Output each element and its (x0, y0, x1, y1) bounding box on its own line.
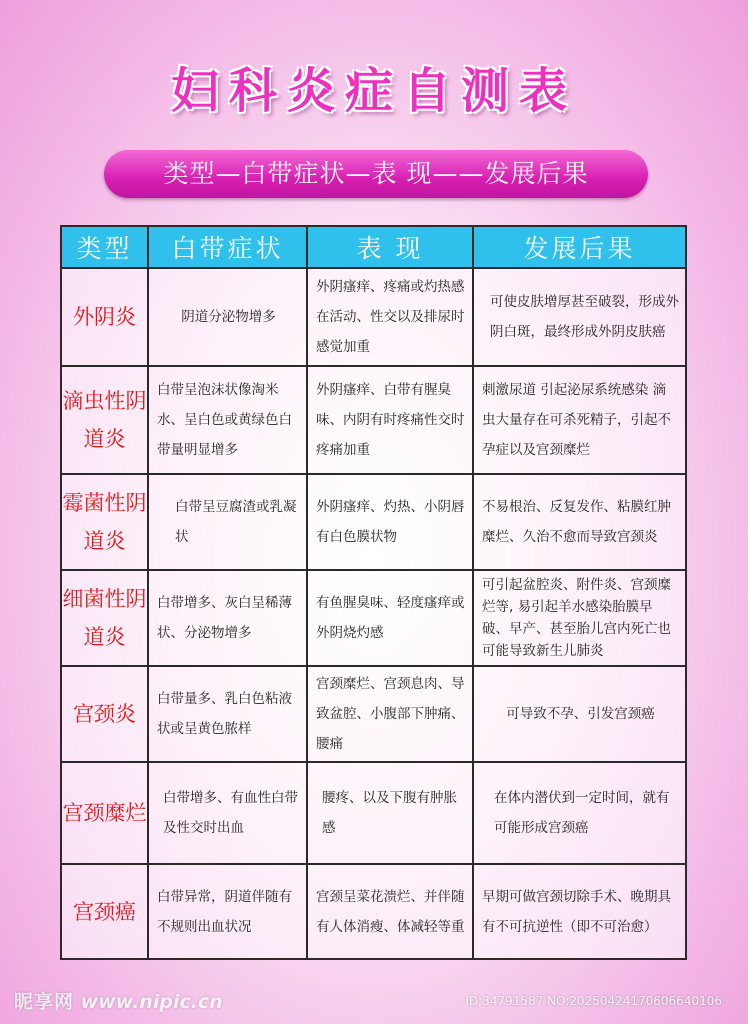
table-row (61, 666, 686, 762)
table-header-row (61, 226, 686, 268)
table-row (61, 268, 686, 366)
row-symptom: 白带呈泡沫状像淘米水、呈白色或黄绿色白带量明显增多 (148, 366, 307, 474)
watermark-site: www.nipic.cn (80, 991, 223, 1013)
row-manifestation: 外阴瘙痒、疼痛或灼热感在活动、性交以及排尿时感觉加重 (307, 268, 473, 366)
row-manifestation: 腰疼、以及下腹有肿胀感 (307, 762, 473, 864)
watermark-id: ID:34791587 NO:20250424170606640106 (465, 994, 722, 1008)
table-row (61, 864, 686, 959)
row-symptom: 白带增多、灰白呈稀薄状、分泌物增多 (148, 570, 307, 666)
row-type: 宫颈炎 (61, 666, 148, 762)
row-type: 滴虫性阴道炎 (61, 366, 148, 474)
row-type: 宫颈癌 (61, 864, 148, 959)
watermark-logo (14, 987, 223, 1014)
row-type: 外阴炎 (61, 268, 148, 366)
row-manifestation: 外阴瘙痒、灼热、小阴唇有白色膜状物 (307, 474, 473, 570)
row-consequence: 早期可做宫颈切除手术、晚期具有不可抗逆性（即不可治愈） (473, 864, 686, 959)
row-symptom: 白带量多、乳白色粘液状或呈黄色脓样 (148, 666, 307, 762)
header-manifestation: 表 现 (307, 226, 473, 268)
header-type: 类型 (61, 226, 148, 268)
table-row (61, 366, 686, 474)
row-consequence: 可使皮肤增厚甚至破裂，形成外阴白斑，最终形成外阴皮肤癌 (473, 268, 686, 366)
row-consequence: 可导致不孕、引发宫颈癌 (473, 666, 686, 762)
row-manifestation: 外阴瘙痒、白带有腥臭味、内阴有时疼痛性交时疼痛加重 (307, 366, 473, 474)
row-type: 宫颈糜烂 (61, 762, 148, 864)
row-manifestation: 宫颈呈菜花溃烂、并伴随有人体消瘦、体减轻等重 (307, 864, 473, 959)
row-symptom: 白带异常，阴道伴随有不规则出血状况 (148, 864, 307, 959)
watermark-brand: 昵享网 (14, 991, 75, 1013)
row-symptom: 阴道分泌物增多 (148, 268, 307, 366)
row-consequence: 刺激尿道 引起泌尿系统感染 滴虫大量存在可杀死精子，引起不孕症以及宫颈糜烂 (473, 366, 686, 474)
table-row (61, 762, 686, 864)
row-manifestation: 宫颈糜烂、宫颈息肉、导致盆腔、小腹部下肿痛、腰痛 (307, 666, 473, 762)
row-symptom: 白带呈豆腐渣或乳凝状 (148, 474, 307, 570)
header-symptom: 白带症状 (148, 226, 307, 268)
row-symptom: 白带增多、有血性白带及性交时出血 (148, 762, 307, 864)
row-manifestation: 有鱼腥臭味、轻度瘙痒或外阴烧灼感 (307, 570, 473, 666)
header-consequence: 发展后果 (473, 226, 686, 268)
subtitle-banner: 类型—白带症状—表 现——发展后果 (104, 150, 648, 198)
row-type: 细菌性阴道炎 (61, 570, 148, 666)
row-consequence: 可引起盆腔炎、附件炎、宫颈糜烂等, 易引起羊水感染胎膜早破、早产、甚至胎儿宫内死亡也可能导致新生儿肺炎 (473, 570, 686, 666)
table-row (61, 474, 686, 570)
page-title: 妇科炎症自测表 (170, 63, 577, 119)
row-consequence: 不易根治、反复发作、粘膜红肿糜烂、久治不愈而导致宫颈炎 (473, 474, 686, 570)
row-type: 霉菌性阴道炎 (61, 474, 148, 570)
symptom-table (60, 225, 687, 960)
table-row (61, 570, 686, 666)
row-consequence: 在体内潜伏到一定时间，就有可能形成宫颈癌 (473, 762, 686, 864)
